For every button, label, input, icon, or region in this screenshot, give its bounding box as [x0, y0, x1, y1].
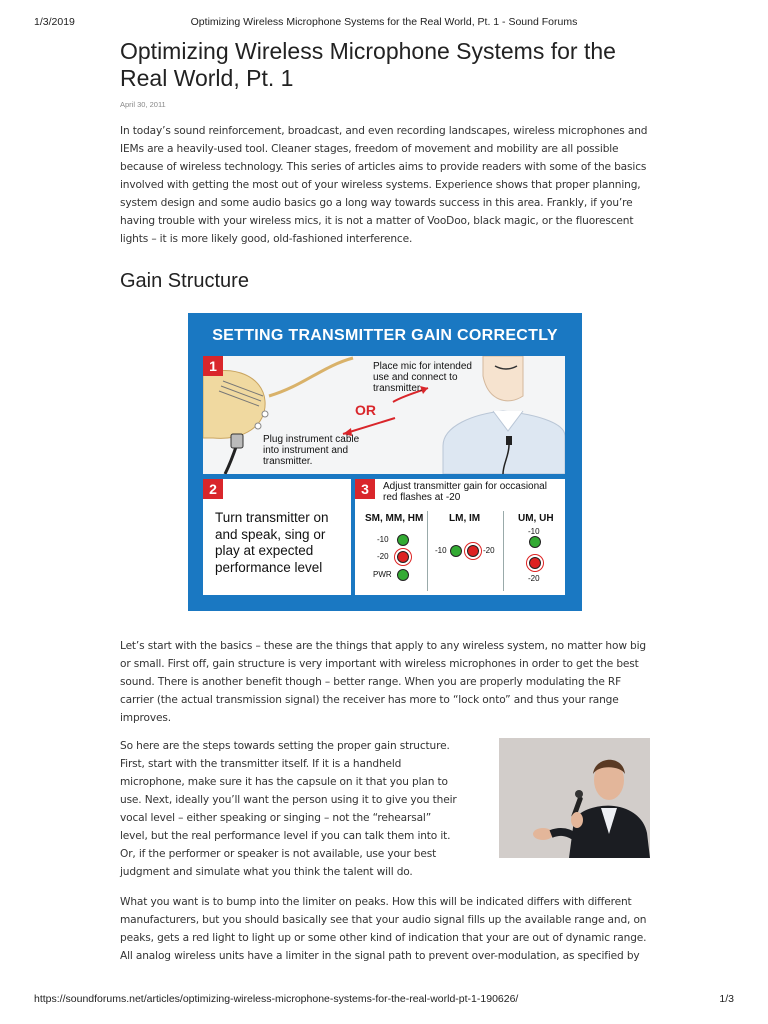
basics-paragraph: Let’s start with the basics – these are the things that apply to any wireless system, no matter how big or small. First off, gain structure is very important with wireless microphones in order to get the best sound. There is another benefit though – better range. When you are properly modulating the RF carrier (the actual transmission signal) the receiver has more to “lock onto” and thus your range improves.: [120, 640, 647, 724]
led-label-minus20: -20: [528, 574, 540, 583]
infographic-title: SETTING TRANSMITTER GAIN CORRECTLY: [212, 327, 558, 344]
led-red-indicator: [529, 557, 541, 569]
step-1-panel: [203, 356, 565, 474]
led-label-minus10: -10: [528, 527, 540, 536]
step-3-number: 3: [355, 479, 375, 499]
step-2-panel: [203, 479, 351, 595]
article-date: April 30, 2011: [120, 100, 166, 109]
led-label-minus20: -20: [483, 546, 495, 555]
article: [120, 38, 650, 962]
column-divider: [427, 511, 428, 591]
led-green-indicator: [529, 536, 541, 548]
limiter-paragraph: What you want is to bump into the limiter on peaks. How this will be indicated differs with different manufacturers, but you should basically see that your audio signal fills up the available range and, on peaks, gets a red light to light up or some other kind of indication that your are out of dynamic range. All analog wireless units have a limiter in the signal path to prevent over-modulation, as specified by: [120, 896, 647, 962]
step-2-text: Turn transmitter on and speak, sing or play at expected performance level: [215, 510, 329, 575]
gain-infographic: [188, 313, 582, 611]
article-title: Optimizing Wireless Microphone Systems for the Real World, Pt. 1: [120, 38, 616, 91]
print-date: 1/3/2019: [34, 16, 75, 28]
col-um-uh: UM, UH: [518, 513, 554, 524]
step-1-mic-text: Place mic for intended use and connect to transmitter.: [373, 361, 472, 394]
print-header: [0, 16, 768, 32]
print-page-title: Optimizing Wireless Microphone Systems for the Real World, Pt. 1 - Sound Forums: [190, 16, 578, 28]
led-label-pwr: PWR: [373, 570, 392, 579]
led-red-indicator: [467, 545, 479, 557]
col-lm-im: LM, IM: [449, 513, 481, 524]
section-heading: Gain Structure: [120, 270, 249, 292]
led-label-minus10: -10: [435, 546, 447, 555]
led-green-indicator: [397, 534, 409, 546]
led-green-indicator: [397, 569, 409, 581]
print-url: https://soundforums.net/articles/optimizing-wireless-microphone-systems-for-the-real-world-pt-1-190626/: [34, 993, 519, 1005]
step-1-instrument-text: Plug instrument cable into instrument and transmitter.: [263, 434, 360, 467]
intro-paragraph: In today’s sound reinforcement, broadcast, and even recording landscapes, wireless microphones and IEMs are a heavily-used tool. Cleaner stages, freedom of movement and mobility are all possible because of wireless technology. This series of articles aims to provide readers with some of the basics involved with getting the most out of your wireless systems. Experience shows that proper planning, system design and some audio basics go a long way towards success in this area. Frankly, if you’re having trouble with your wireless mics, it is not a matter of VooDoo, black magic, or the fluorescent lights – it is more likely good, old-fashioned interference.: [120, 125, 648, 245]
step-3-text: Adjust transmitter gain for occasional red flashes at -20: [383, 481, 547, 503]
steps-paragraph: So here are the steps towards setting the proper gain structure. First, start with the transmitter itself. If it is a handheld microphone, make sure it has the capsule on it that you plan to use. Next, ideally you’ll want the person using it to give you their vocal level – either speaking or singing – not the “rehearsal” level, but the real performance level if you can talk them into it. Or, if the performer or speaker is not available, use your best judgment and simulate what you think the talent will do.: [120, 740, 457, 878]
step-1-or: OR: [355, 402, 376, 418]
led-label-minus20: -20: [377, 552, 389, 561]
led-label-minus10: -10: [377, 535, 389, 544]
step-2-number: 2: [203, 479, 223, 499]
step-3-panel: [355, 479, 565, 595]
led-green-indicator: [450, 545, 462, 557]
column-divider: [503, 511, 504, 591]
presenter-photo: [499, 738, 650, 858]
print-page-number: 1/3: [719, 993, 734, 1005]
col-sm-mm-hm: SM, MM, HM: [365, 513, 424, 524]
step-1-number: 1: [203, 356, 223, 376]
presenter-illustration: [499, 738, 650, 858]
led-red-indicator: [397, 551, 409, 563]
